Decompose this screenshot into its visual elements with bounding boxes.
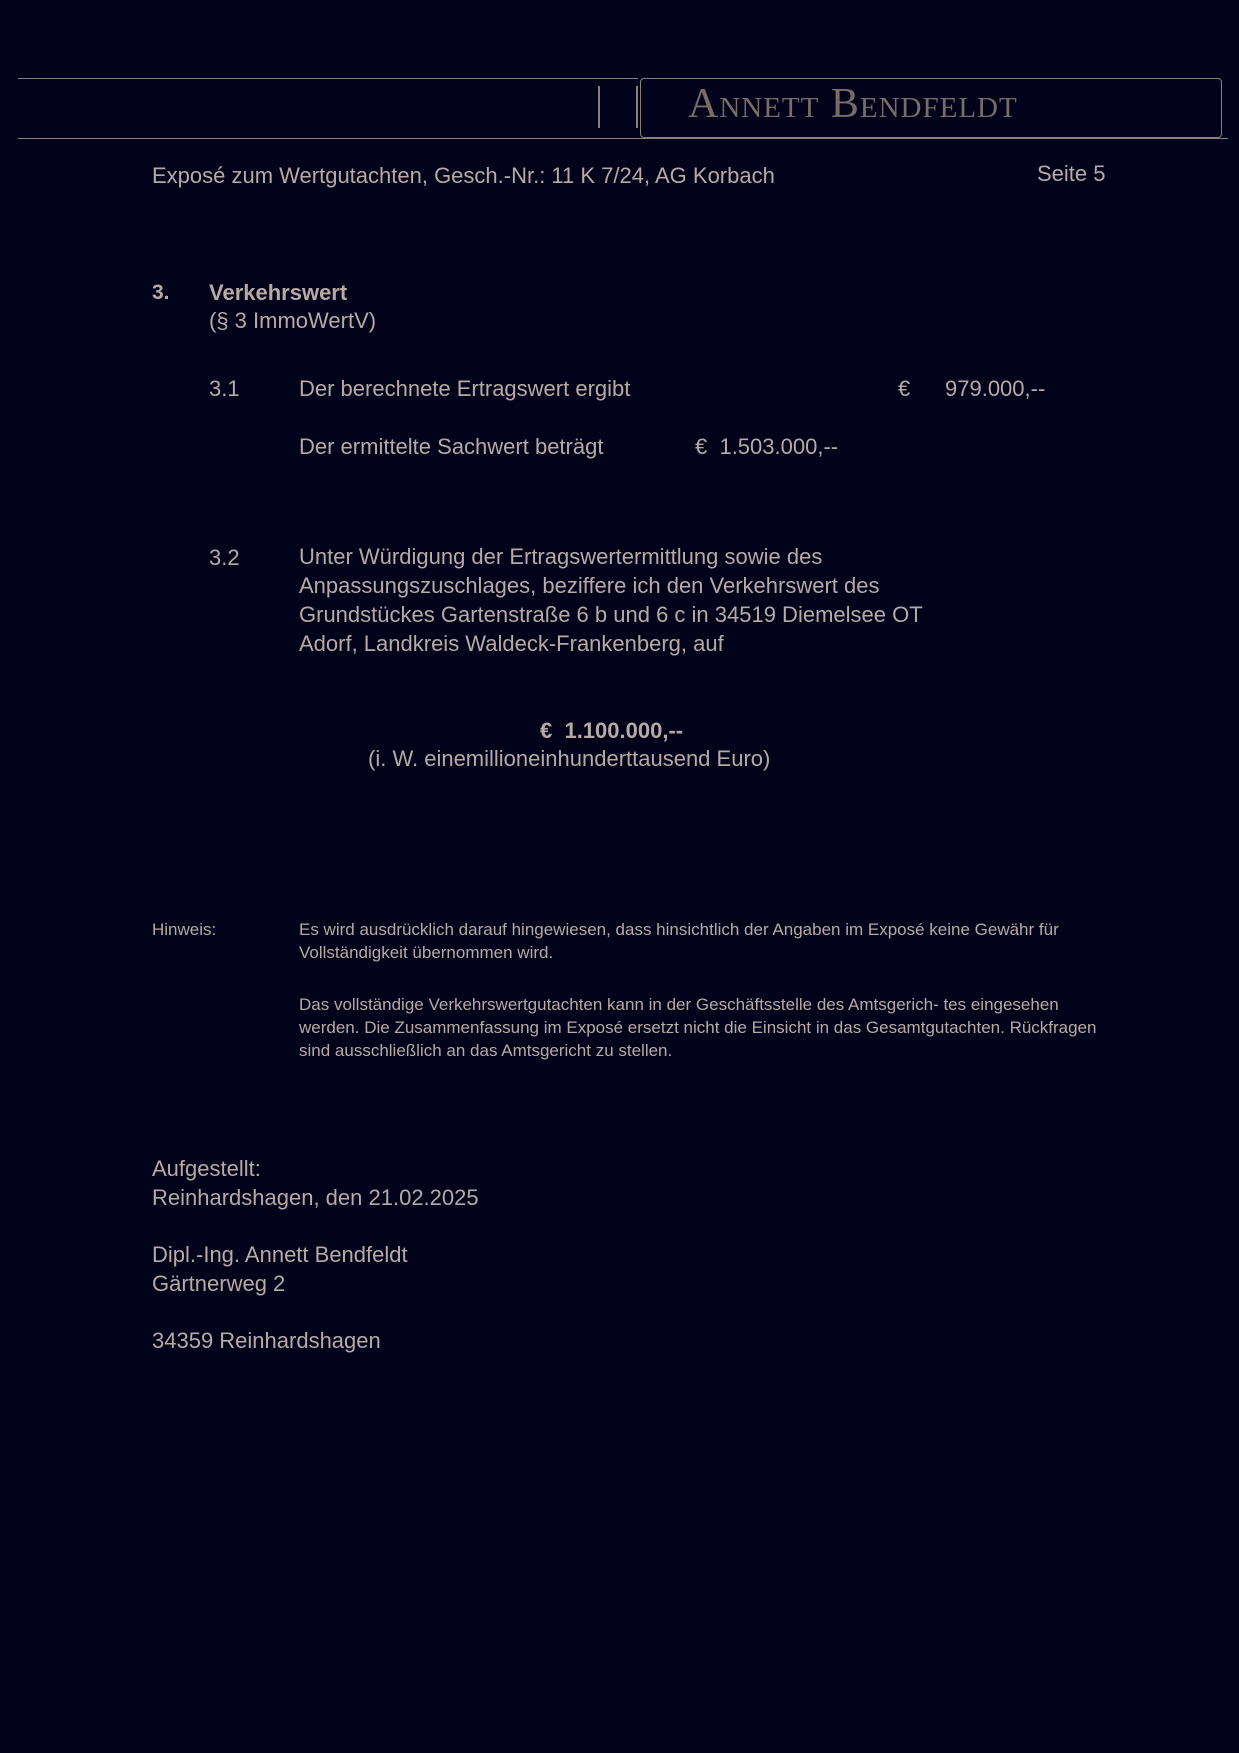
logo-mark-icon [598, 86, 638, 128]
section-title: Verkehrswert [209, 280, 348, 305]
note-label: Hinweis: [152, 920, 217, 939]
note-paragraph-1: Es wird ausdrücklich darauf hingewiesen, dass hinsichtlich der Angaben im Exposé keine Gewähr für Vollständigkeit übernommen wird. [299, 920, 1059, 962]
document-header-title: Exposé zum Wertgutachten, Gesch.-Nr.: 11 K 7/24, AG Korbach [152, 163, 775, 188]
sachwert-label: Der ermittelte Sachwert beträgt [299, 434, 604, 459]
ertragswert-currency: € [898, 376, 911, 401]
page-number: Seite 5 [1037, 161, 1106, 186]
header-rule-bottom [18, 138, 1228, 139]
subsection-number-3-2: 3.2 [209, 545, 240, 570]
signature-label: Aufgestellt: [152, 1156, 261, 1181]
signature-street: Gärtnerweg 2 [152, 1271, 286, 1296]
signature-place-date: Reinhardshagen, den 21.02.2025 [152, 1185, 479, 1210]
note-paragraph-2: Das vollständige Verkehrswertgutachten kann in der Geschäftsstelle des Amtsgerich- tes eingesehen werden. Die Zusammenfassung im Exposé ersetzt nicht die Einsicht in das Gesamtgutachten. Rückfragen sind ausschließlich an das Amtsgericht zu stellen. [299, 995, 1097, 1060]
header-rule-top [18, 78, 638, 79]
verkehrswert-in-words: (i. W. einemillioneinhunderttausend Euro) [368, 746, 771, 771]
logo-text: Annett Bendfeldt [688, 81, 1018, 127]
subsection-number-3-1: 3.1 [209, 376, 240, 401]
signature-name: Dipl.-Ing. Annett Bendfeldt [152, 1242, 408, 1267]
verkehrswert-paragraph: Unter Würdigung der Ertragswertermittlung sowie des Anpassungszuschlages, beziffere ich den Verkehrswert des Grundstückes Gartenstraße 6 b und 6 c in 34519 Diemelsee OT Adorf, Landkreis Waldeck-Frankenberg, auf [299, 544, 923, 656]
signature-city: 34359 Reinhardshagen [152, 1328, 381, 1353]
section-number: 3. [152, 281, 170, 304]
verkehrswert-value: € 1.100.000,-- [540, 718, 684, 743]
section-reference: (§ 3 ImmoWertV) [209, 308, 377, 333]
sachwert-value: € 1.503.000,-- [695, 434, 839, 459]
ertragswert-label: Der berechnete Ertragswert ergibt [299, 376, 631, 401]
ertragswert-value: 979.000,-- [945, 376, 1046, 401]
